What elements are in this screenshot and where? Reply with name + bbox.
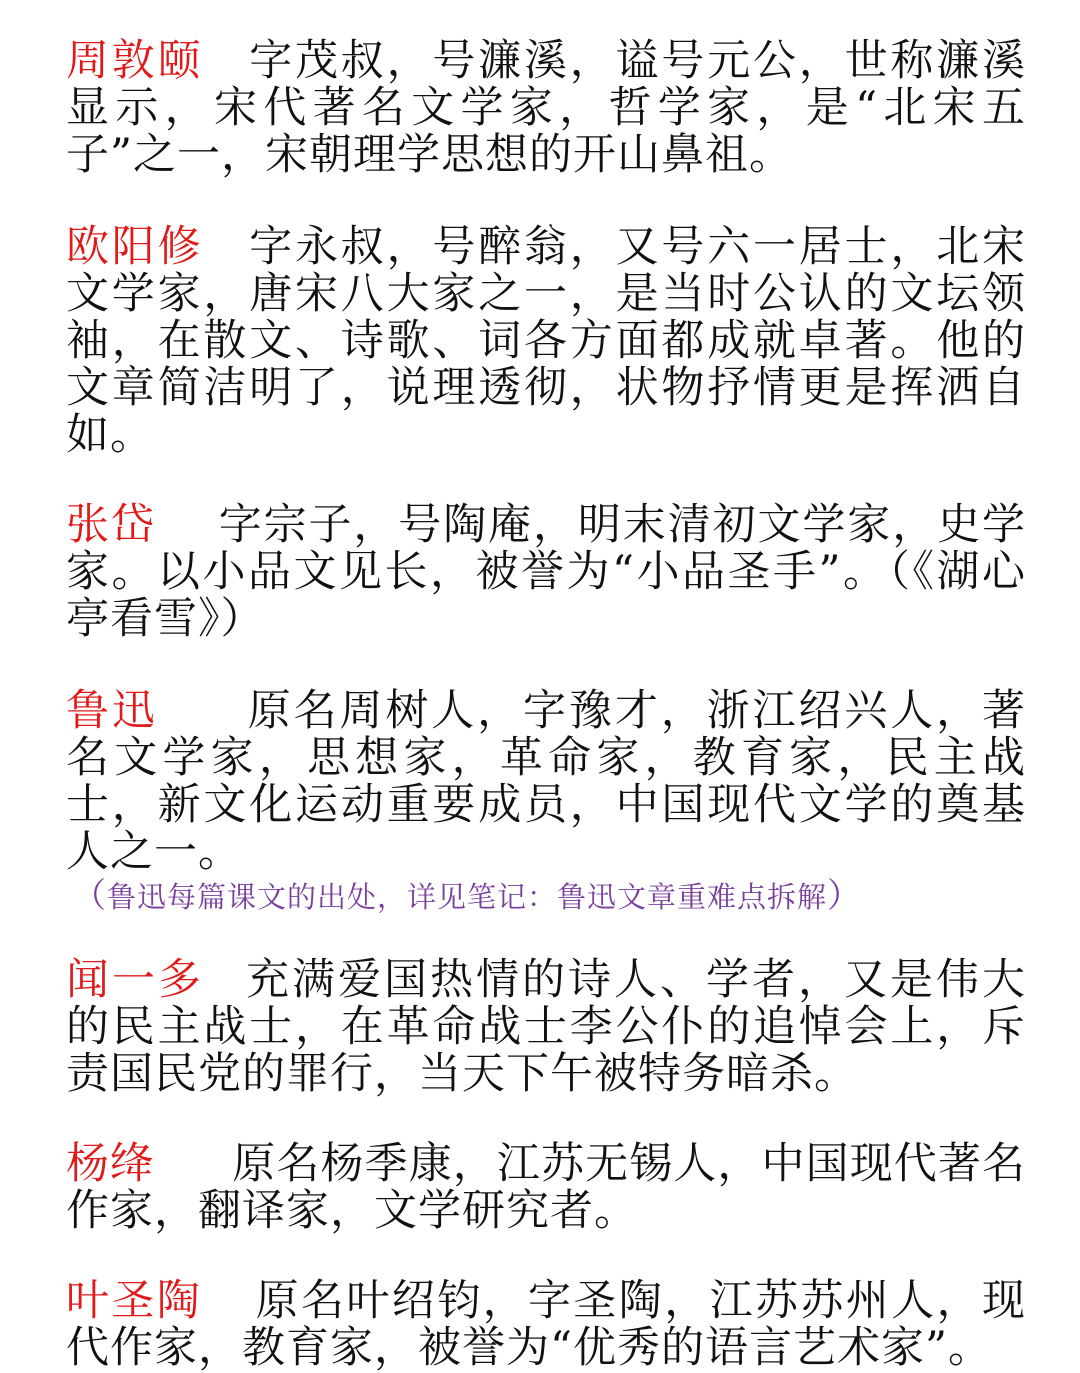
note-text: 鲁迅每篇课文的出处，详见笔记：鲁迅文章重难点拆解 (107, 880, 828, 914)
author-name: 杨绛 (66, 1139, 155, 1189)
author-description: 充满爱国热情的诗人、学者，又是伟大的民主战士，在革命战士李公仆的追悼会上，斥责国民党的罪行，当天下午被特务暗杀。 (66, 955, 1026, 1099)
author-description: 原名杨季康，江苏无锡人，中国现代著名作家，翻译家，文学研究者。 (66, 1139, 1027, 1236)
author-description: 原名叶绍钧，字圣陶，江苏苏州人，现代作家，教育家，被誉为“优秀的语言艺术家”。 (66, 1276, 1027, 1373)
author-entry-zhang-dai (66, 502, 1026, 643)
author-entry-ye-shengtao (66, 1278, 1026, 1372)
note-close-paren: ） (827, 876, 863, 916)
author-name: 叶圣陶 (66, 1276, 203, 1326)
note-open-paren: （ (72, 876, 107, 916)
author-entry-zhou-dunyi (66, 38, 1026, 179)
author-name: 鲁迅 (66, 686, 158, 736)
author-entry-ouyang-xiu (66, 224, 1026, 459)
author-entry-lu-xun (66, 688, 1026, 917)
author-description: 字永叔，号醉翁，又号六一居士，北宋文学家，唐宋八大家之一，是当时公认的文坛领袖，在散文、诗歌、词各方面都成就卓著。他的文章简洁明了，说理透彻，状物抒情更是挥洒自如。 (66, 222, 1027, 460)
author-name: 闻一多 (66, 955, 204, 1005)
author-name: 欧阳修 (66, 222, 204, 272)
study-note (72, 876, 1026, 917)
author-description: 字茂叔，号濂溪，谥号元公，世称濂溪显示，宋代著名文学家，哲学家，是“北宋五子”之一，宋朝理学思想的开山鼻祖。 (66, 36, 1027, 180)
author-name: 张岱 (66, 500, 156, 550)
author-description: 原名周树人，字豫才，浙江绍兴人，著名文学家，思想家，革命家，教育家，民主战士，新文化运动重要成员，中国现代文学的奠基人之一。 (66, 686, 1027, 877)
author-entry-wen-yiduo (66, 957, 1026, 1098)
author-name: 周敦颐 (66, 36, 204, 86)
author-entry-yang-jiang (66, 1141, 1026, 1235)
author-description: 字宗子，号陶庵，明末清初文学家，史学家。以小品文见长，被誉为“小品圣手”。（《湖心亭看雪》） (66, 500, 1027, 644)
author-notes-page (66, 38, 1026, 1372)
